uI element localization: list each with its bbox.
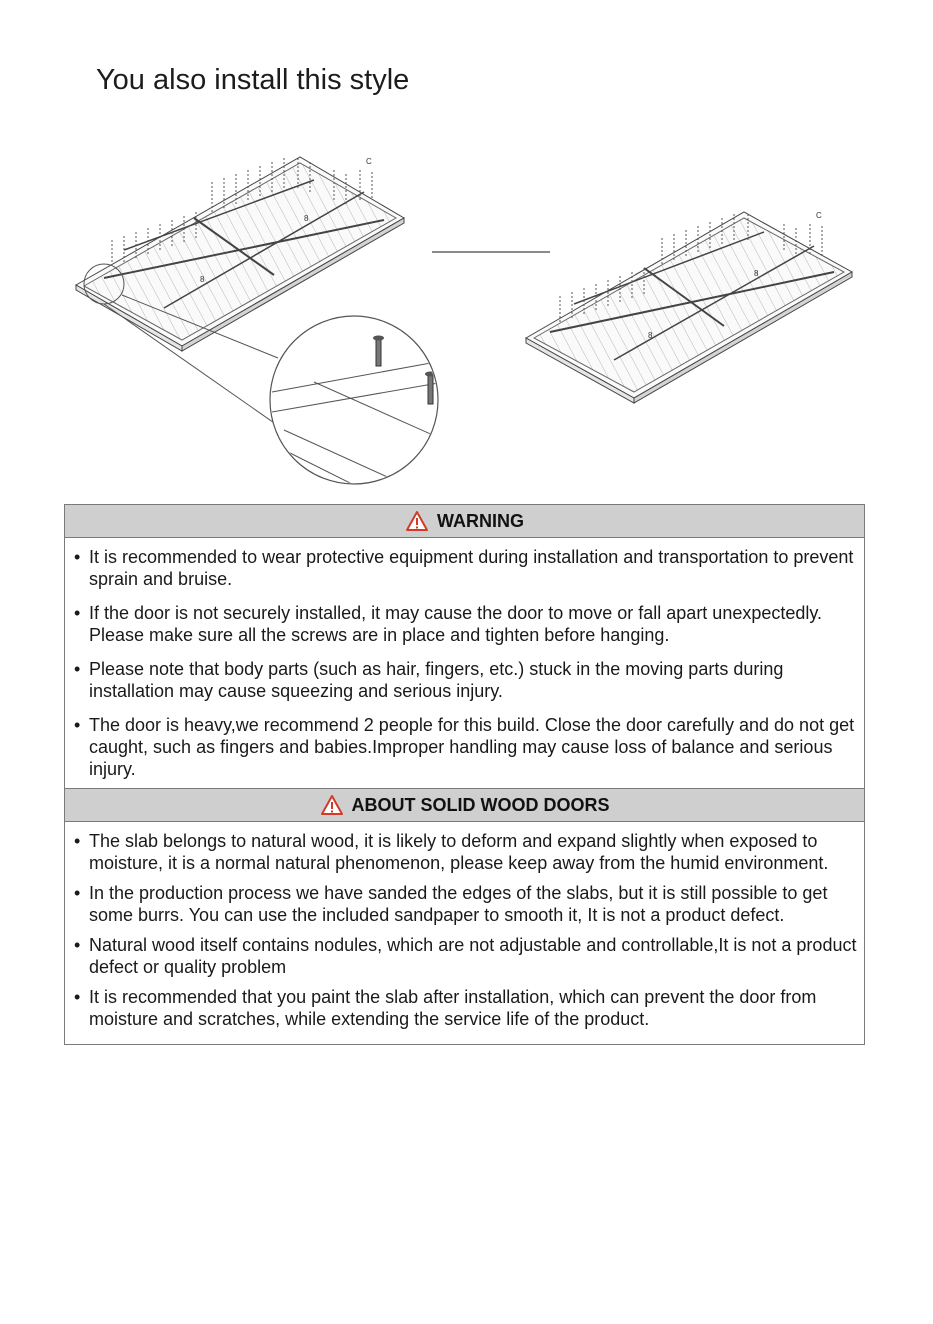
wood-heading: ABOUT SOLID WOOD DOORS — [351, 794, 610, 815]
list-item: • The slab belongs to natural wood, it is likely to deform and expand slightly when exposed to moisture, it is a normal natural phenomenon, please keep away from the humid environment. — [74, 831, 829, 873]
warning-header — [65, 505, 864, 537]
list-item: • Please note that body parts (such as hair, fingers, etc.) stuck in the moving parts during installation may cause squeezing and serious injury. — [74, 659, 784, 701]
list-item: • It is recommended to wear protective equipment during installation and transportation to prevent sprain and bruise. — [74, 547, 854, 589]
page-title: You also install this style — [96, 64, 410, 96]
right-callout-letter: C — [816, 211, 822, 220]
list-item: • In the production process we have sanded the edges of the slabs, but it is still possible to get some burrs. You can use the included sandpaper to smooth it, It is not a product defect. — [74, 883, 828, 925]
wood-header — [65, 788, 864, 821]
brace-mark: 8 — [200, 275, 205, 284]
left-callout-letter: C — [366, 157, 372, 166]
list-item: • The door is heavy,we recommend 2 people for this build. Close the door carefully and do not get caught, such as fingers and babies.Improper handling may cause loss of balance and serious injury. — [74, 715, 855, 779]
zoom-detail — [270, 316, 444, 490]
warning-heading: WARNING — [437, 510, 524, 531]
brace-mark: 8 — [304, 214, 309, 223]
door-assembly-illustration — [64, 100, 868, 492]
safety-notice-box — [64, 504, 865, 1045]
brace-mark: 8 — [648, 331, 653, 340]
warning-triangle-icon — [320, 794, 344, 816]
right-door-panel — [526, 212, 852, 403]
list-item: • Natural wood itself contains nodules, which are not adjustable and controllable,It is not a product defect or quality problem — [74, 935, 857, 977]
warning-triangle-icon — [405, 510, 429, 532]
wood-list — [65, 821, 864, 1044]
list-item: • If the door is not securely installed, it may cause the door to move or fall apart unexpectedly. Please make sure all the screws are in place and tighten before hanging. — [74, 603, 823, 645]
warning-list — [65, 537, 864, 788]
brace-mark: 8 — [754, 269, 759, 278]
list-item: • It is recommended that you paint the slab after installation, which can prevent the door from moisture and scratches, while extending the service life of the product. — [74, 987, 817, 1029]
